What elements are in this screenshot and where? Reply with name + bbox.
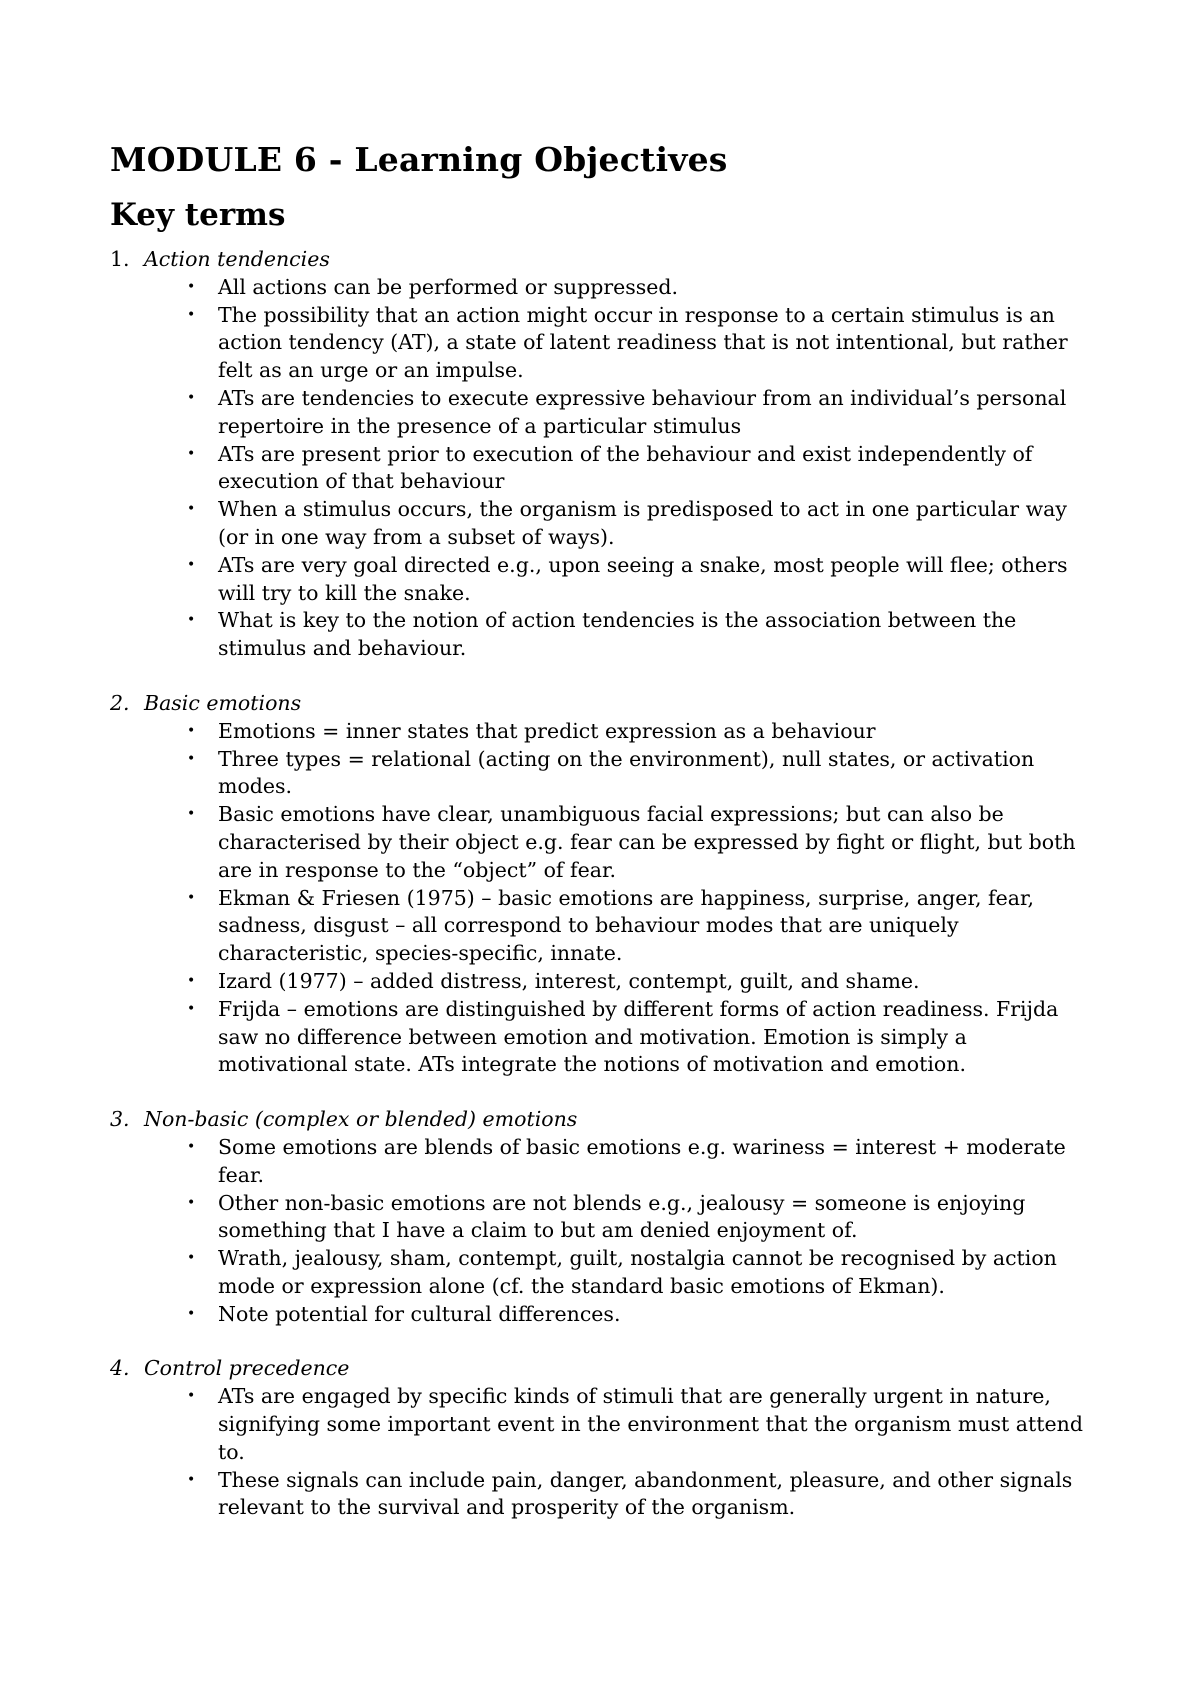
bullet-icon: • — [187, 972, 196, 989]
bullet-icon: • — [187, 556, 196, 573]
bullet-text: The possibility that an action might occur in response to a certain stimulus is an action tendency (AT), a state of latent readiness that is not intentional, but rather felt as an urge or an impulse. — [218, 302, 1068, 383]
bullet-item — [185, 607, 1100, 663]
bullet-icon: • — [187, 1305, 196, 1322]
bullet-item — [185, 441, 1100, 497]
bullet-icon: • — [187, 889, 196, 906]
bullet-text: Izard (1977) – added distress, interest, contempt, guilt, and shame. — [218, 968, 920, 993]
bullet-icon: • — [187, 278, 196, 295]
bullet-text: Some emotions are blends of basic emotions e.g. wariness = interest + moderate fear. — [218, 1134, 1066, 1187]
bullet-item — [185, 1301, 1100, 1329]
bullet-text: Emotions = inner states that predict expression as a behaviour — [218, 718, 876, 743]
term-title: Control precedence — [144, 1356, 350, 1381]
term-heading — [110, 1355, 1100, 1383]
bullet-item — [185, 274, 1100, 302]
term-item — [110, 690, 1100, 1079]
bullet-icon: • — [187, 1138, 196, 1155]
term-number: 1. — [110, 247, 130, 271]
bullet-icon: • — [187, 1388, 196, 1405]
bullet-item — [185, 385, 1100, 441]
bullet-text: Wrath, jealousy, sham, contempt, guilt, nostalgia cannot be recognised by action mode or expression alone (cf. the standard basic emotions of Ekman). — [218, 1246, 1057, 1298]
bullet-icon: • — [187, 306, 196, 323]
bullet-text: Ekman & Friesen (1975) – basic emotions are happiness, surprise, anger, fear, sadness, disgust – all correspond to behaviour modes that are uniquely characteristic, species-specific, innate. — [218, 885, 1035, 966]
bullet-icon: • — [187, 445, 196, 462]
bullet-item — [185, 718, 1100, 746]
term-title: Non-basic (complex or blended) emotions — [144, 1107, 578, 1132]
bullet-text: ATs are very goal directed e.g., upon seeing a snake, most people will flee; others will try to kill the snake. — [218, 552, 1068, 605]
bullet-text: What is key to the notion of action tendencies is the association between the stimulus and behaviour. — [218, 608, 1017, 661]
document-title: MODULE 6 - Learning Objectives — [110, 140, 728, 179]
bullet-list — [110, 1383, 1100, 1522]
bullet-item — [185, 801, 1100, 884]
bullet-item — [185, 746, 1100, 802]
bullet-text: ATs are present prior to execution of the behaviour and exist independently of execution of that behaviour — [218, 441, 1033, 494]
bullet-item — [185, 1245, 1100, 1301]
bullet-item — [185, 968, 1100, 996]
bullet-icon: • — [187, 389, 196, 406]
bullet-item — [185, 302, 1100, 385]
bullet-item — [185, 885, 1100, 968]
bullet-text: Frijda – emotions are distinguished by different forms of action readiness. Frijda saw no difference between emotion and motivation. Emotion is simply a motivational state. ATs integrate the notions of motivation and emotion. — [218, 996, 1059, 1077]
bullet-icon: • — [187, 806, 196, 823]
bullet-text: These signals can include pain, danger, abandonment, pleasure, and other signals relevant to the survival and prosperity of the organism. — [218, 1467, 1073, 1520]
bullet-icon: • — [187, 501, 196, 518]
bullet-icon: • — [187, 1471, 196, 1488]
bullet-item — [185, 1467, 1100, 1523]
bullet-item — [185, 552, 1100, 608]
term-heading — [110, 690, 1100, 718]
bullet-text: Note potential for cultural differences. — [218, 1301, 621, 1326]
bullet-item — [185, 996, 1100, 1079]
term-number: 2. — [110, 690, 130, 715]
term-title: Action tendencies — [144, 247, 330, 271]
bullet-text: When a stimulus occurs, the organism is predisposed to act in one particular way (or in one way from a subset of ways). — [218, 497, 1067, 549]
bullet-list — [110, 718, 1100, 1079]
term-item — [110, 1355, 1100, 1522]
bullet-item — [185, 1383, 1100, 1466]
bullet-text: Basic emotions have clear, unambiguous facial expressions; but can also be characterised by their object e.g. fear can be expressed by fight or flight, but both are in response to the “object” of fear. — [218, 802, 1076, 882]
section-heading-key-terms: Key terms — [110, 197, 286, 233]
term-number: 3. — [110, 1107, 130, 1132]
bullet-icon: • — [187, 722, 196, 739]
bullet-icon: • — [187, 1250, 196, 1267]
bullet-item — [185, 1190, 1100, 1246]
term-item — [110, 246, 1100, 663]
term-number: 4. — [110, 1356, 130, 1381]
bullet-text: ATs are engaged by specific kinds of stimuli that are generally urgent in nature, signifying some important event in the environment that the organism must attend to. — [218, 1384, 1083, 1464]
bullet-list — [110, 274, 1100, 663]
term-heading — [110, 246, 1100, 274]
bullet-item — [185, 1134, 1100, 1190]
bullet-list — [110, 1134, 1100, 1329]
bullet-item — [185, 496, 1100, 552]
bullet-icon: • — [187, 1000, 196, 1017]
bullet-text: Other non-basic emotions are not blends e.g., jealousy = someone is enjoying something that I have a claim to but am denied enjoyment of. — [218, 1190, 1026, 1243]
bullet-icon: • — [187, 750, 196, 767]
bullet-icon: • — [187, 1194, 196, 1211]
bullet-text: Three types = relational (acting on the environment), null states, or activation modes. — [218, 746, 1035, 799]
bullet-text: All actions can be performed or suppressed. — [218, 274, 679, 299]
term-title: Basic emotions — [144, 690, 302, 715]
term-heading — [110, 1106, 1100, 1134]
key-terms-list — [110, 246, 1100, 1522]
term-item — [110, 1106, 1100, 1328]
bullet-text: ATs are tendencies to execute expressive behaviour from an individual’s personal repertoire in the presence of a particular stimulus — [218, 385, 1067, 438]
bullet-icon: • — [187, 612, 196, 629]
